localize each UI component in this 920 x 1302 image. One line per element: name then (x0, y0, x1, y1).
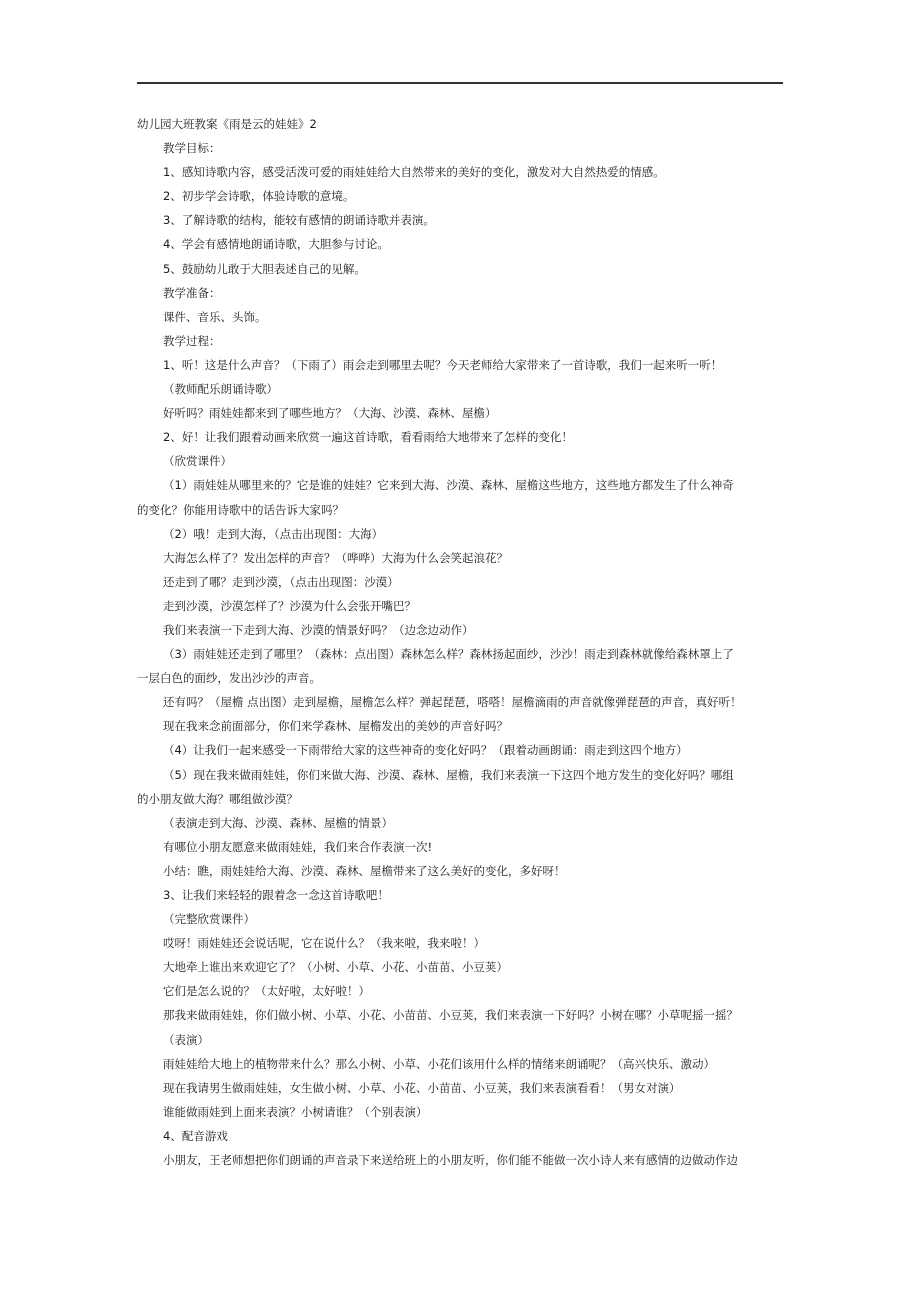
paragraph-line: 3、让我们来轻轻的跟着念一念这首诗歌吧！ (163, 888, 389, 902)
paragraph-line: （欣赏课件） (163, 454, 232, 469)
paragraph-line: 现在我来念前面部分，你们来学森林、屋檐发出的美妙的声音好吗？ (163, 719, 508, 734)
document-body (137, 112, 783, 1172)
paragraph-line: （2）哦！走到大海，（点击出现图：大海） (163, 526, 384, 541)
paragraph-line: 一层白色的面纱，发出沙沙的声音。 (137, 671, 321, 686)
paragraph-line: 它们是怎么说的？（太好啦，太好啦！） (163, 984, 370, 999)
paragraph-line: 走到沙漠，沙漠怎样了？沙漠为什么会张开嘴巴？ (163, 598, 416, 613)
paragraph-line: 1、感知诗歌内容，感受活泼可爱的雨娃娃给大自然带来的美好的变化，激发对大自然热爱的情感。 (163, 165, 665, 180)
paragraph-line: 还有吗？（屋檐 点出图）走到屋檐，屋檐怎么样？弹起琵琶，嗒嗒！屋檐滴雨的声音就像弹琵琶的声音，真好听！ (163, 695, 742, 710)
paragraph-line: 5、鼓励幼儿敢于大胆表述自己的见解。 (163, 261, 366, 276)
paragraph-line: 大海怎么样了？发出怎样的声音？（哗哗）大海为什么会笑起浪花？ (163, 550, 508, 565)
paragraph-line: 哎呀！雨娃娃还会说话呢，它在说什么？（我来啦，我来啦！） (163, 936, 485, 951)
paragraph-line: （完整欣赏课件） (163, 912, 255, 927)
paragraph-line: 小朋友，王老师想把你们朗诵的声音录下来送给班上的小朋友听，你们能不能做一次小诗人来有感情的边做动作边 (163, 1153, 738, 1168)
paragraph-line: 大地牵上谁出来欢迎它了？（小树、小草、小花、小苗苗、小豆荚） (163, 960, 508, 975)
paragraph-line: 还走到了哪？走到沙漠，（点击出现图：沙漠） (163, 574, 399, 589)
header-rule (137, 82, 783, 84)
paragraph-line: 3、了解诗歌的结构，能较有感情的朗诵诗歌并表演。 (163, 213, 435, 228)
paragraph-line: 4、配音游戏 (163, 1128, 228, 1143)
paragraph-line: 2、好！让我们跟着动画来欣赏一遍这首诗歌，看看雨给大地带来了怎样的变化！ (163, 430, 573, 445)
paragraph-line: 雨娃娃给大地上的植物带来什么？那么小树、小草、小花们该用什么样的情绪来朗诵呢？（高兴快乐、激动） (163, 1056, 715, 1071)
paragraph-line: 好听吗？雨娃娃都来到了哪些地方？（大海、沙漠、森林、屋檐） (163, 406, 497, 421)
paragraph-line: 的小朋友做大海？哪组做沙漠？ (137, 791, 298, 806)
paragraph-line: 我们来表演一下走到大海、沙漠的情景好吗？（边念边动作） (163, 622, 474, 637)
paragraph-line: 有哪位小朋友愿意来做雨娃娃，我们来合作表演一次! (163, 839, 433, 854)
paragraph-line: 的变化？你能用诗歌中的话告诉大家吗？ (137, 502, 344, 517)
paragraph-line: 谁能做雨娃到上面来表演？小树请谁？（个别表演） (163, 1104, 428, 1119)
paragraph-line: （5）现在我来做雨娃娃，你们来做大海、沙漠、森林、屋檐，我们来表演一下这四个地方发生的变化好吗？哪组 (163, 767, 734, 782)
paragraph-line: 教学准备： (163, 285, 221, 300)
document-title: 幼儿园大班教案《雨是云的娃娃》2 (137, 117, 317, 131)
paragraph-line: 小结：瞧，雨娃娃给大海、沙漠、森林、屋檐带来了这么美好的变化，多好呀！ (163, 863, 566, 878)
paragraph-line: 课件、音乐、头饰。 (163, 309, 267, 324)
paragraph-line: 1、听！这是什么声音？（下雨了）雨会走到哪里去呢？今天老师给大家带来了一首诗歌，我们一起来听一听！ (163, 357, 723, 372)
paragraph-line: 现在我请男生做雨娃娃，女生做小树、小草、小花、小苗苗、小豆荚，我们来表演看看！（男女对演） (163, 1080, 681, 1095)
paragraph-line: （教师配乐朗诵诗歌） (163, 382, 278, 397)
paragraph-line: （3）雨娃娃还走到了哪里？（森林：点出图）森林怎么样？森林扬起面纱，沙沙！雨走到森林就像给森林罩上了 (163, 647, 734, 662)
paragraph-line: 那我来做雨娃娃，你们做小树、小草、小花、小苗苗、小豆荚，我们来表演一下好吗？小树在哪？小草呢摇一摇？ (163, 1008, 738, 1023)
paragraph-line: 4、学会有感情地朗诵诗歌，大胆参与讨论。 (163, 237, 389, 252)
paragraph-line: 教学过程： (163, 333, 221, 348)
paragraph-line: 2、初步学会诗歌，体验诗歌的意境。 (163, 189, 355, 204)
paragraph-line: （4）让我们一起来感受一下雨带给大家的这些神奇的变化好吗？（跟着动画朗诵：雨走到这四个地方） (163, 743, 688, 758)
paragraph-line: （表演） (163, 1032, 209, 1047)
paragraph-line: （表演走到大海、沙漠、森林、屋檐的情景） (163, 815, 393, 830)
paragraph-line: （1）雨娃娃从哪里来的？它是谁的娃娃？它来到大海、沙漠、森林、屋檐这些地方，这些地方都发生了什么神奇 (163, 478, 734, 493)
paragraph-line: 教学目标： (163, 141, 221, 156)
